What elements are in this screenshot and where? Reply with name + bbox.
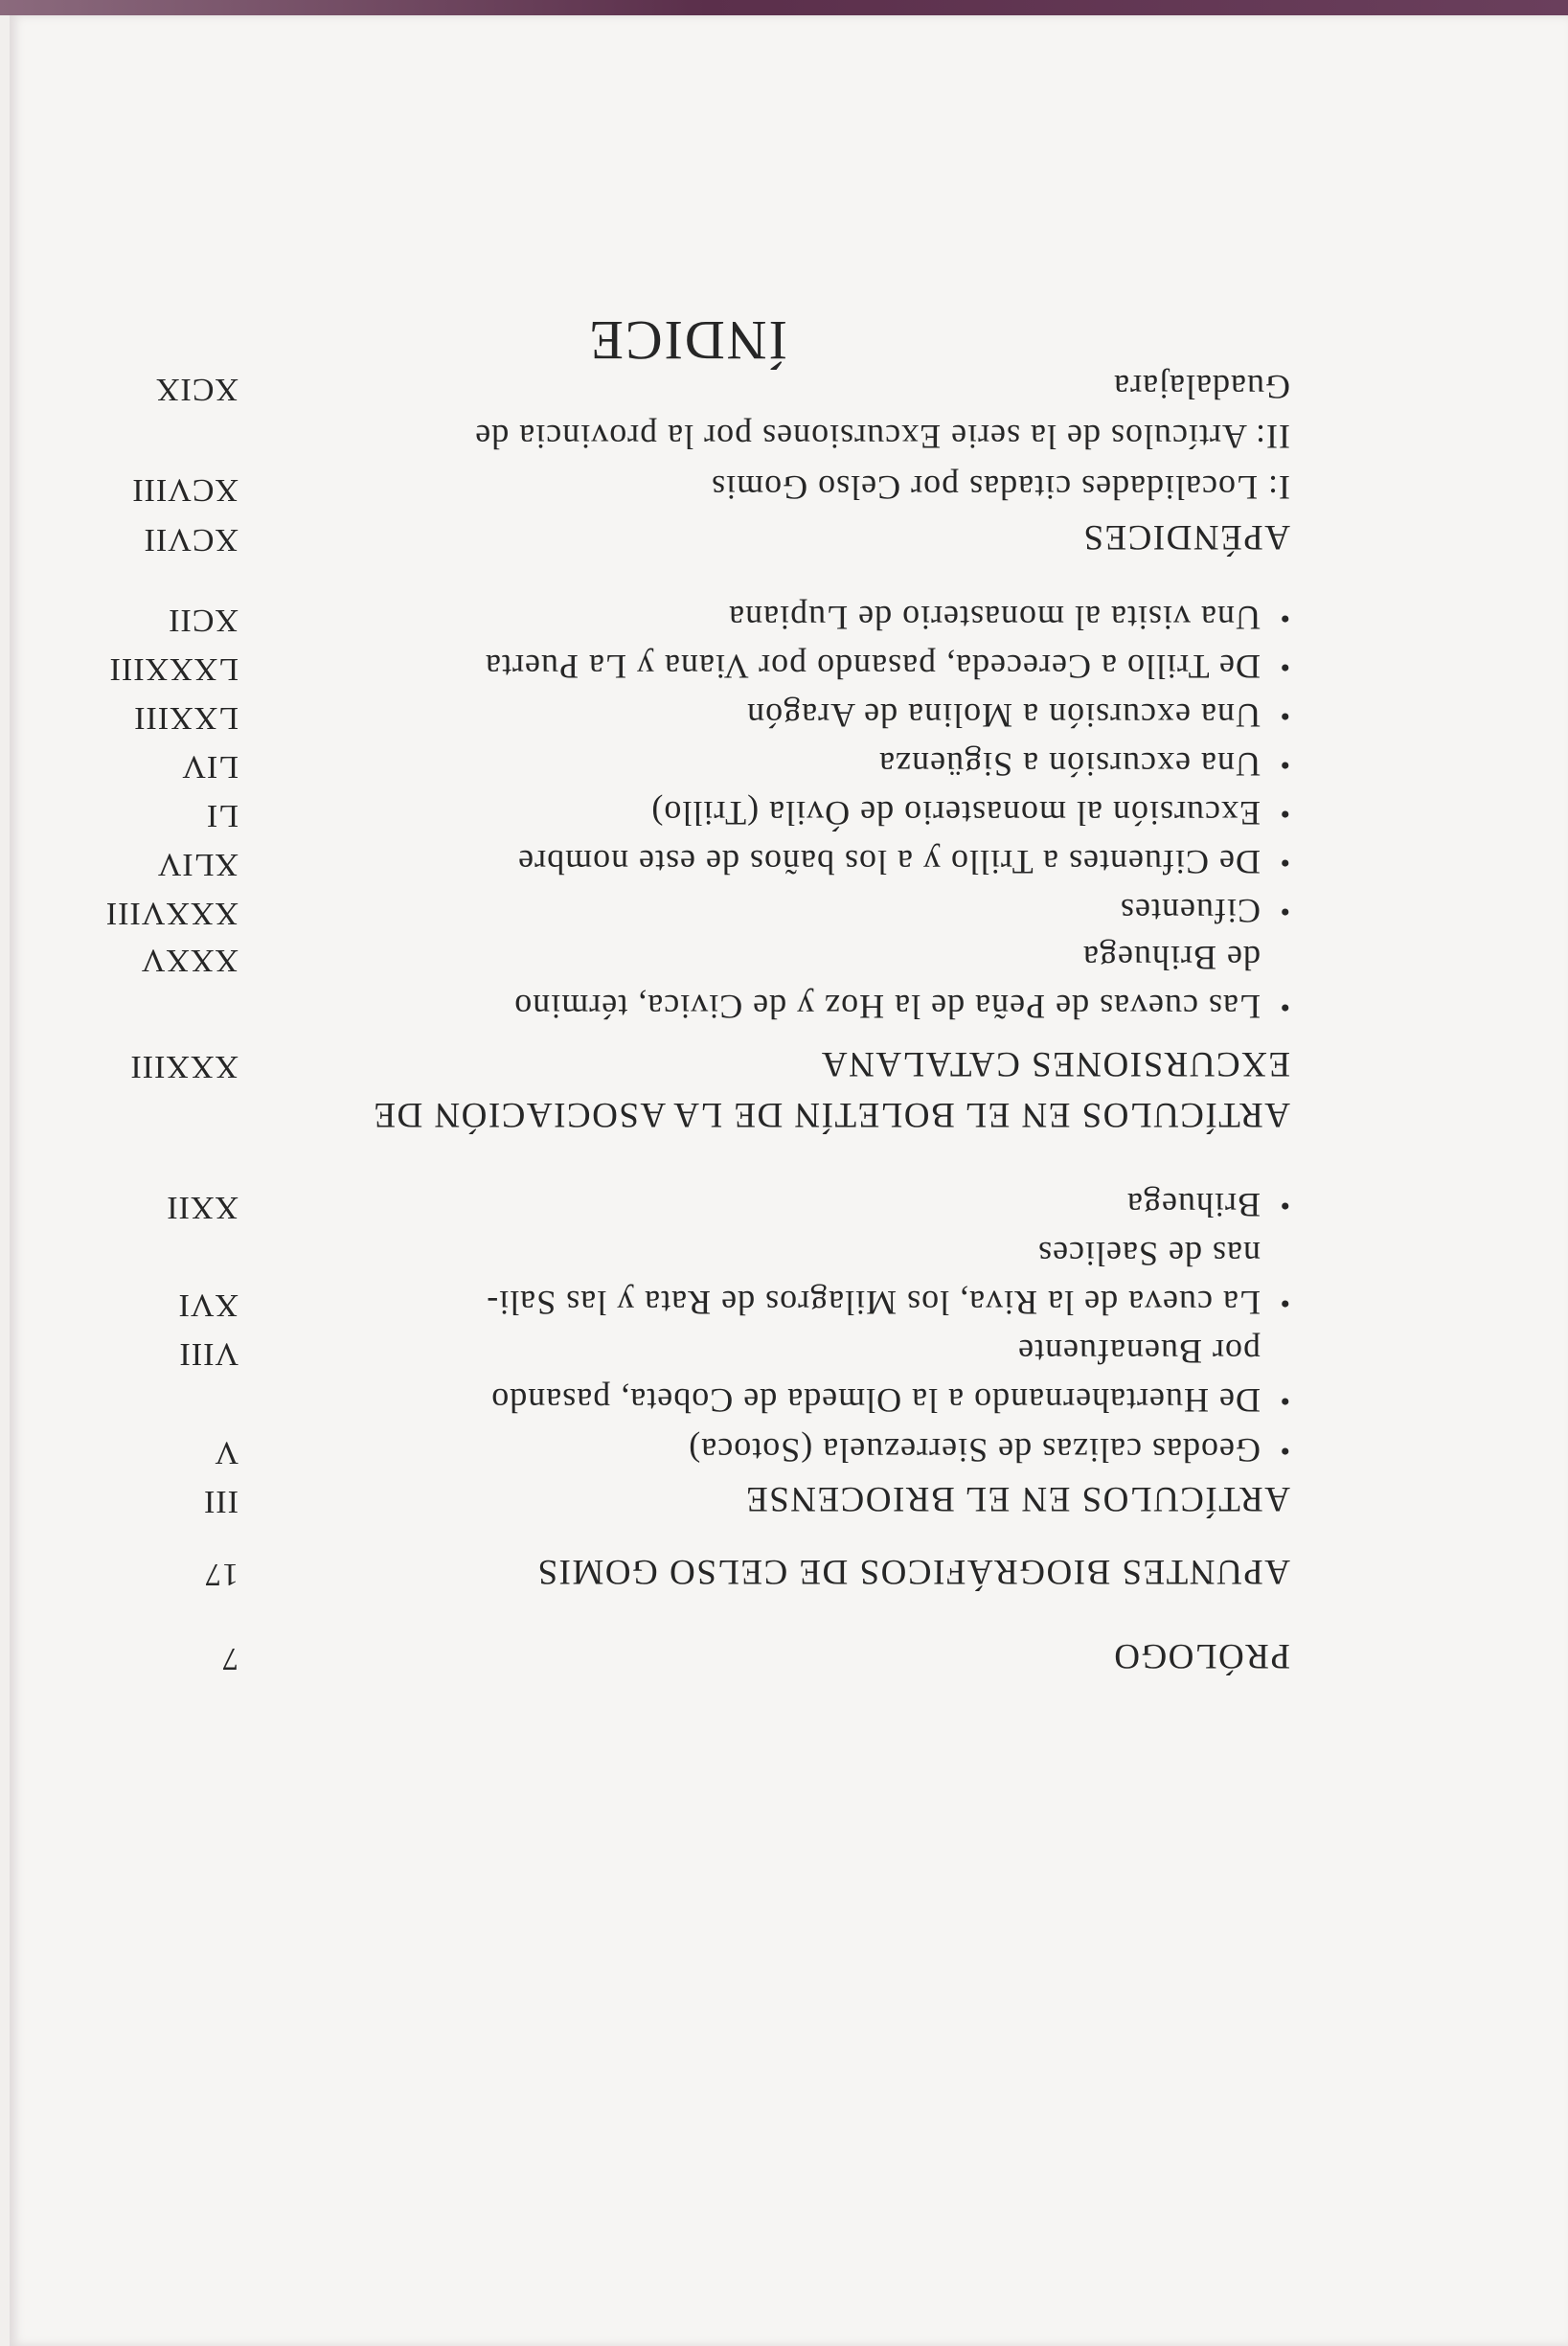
bullet-icon: • <box>1280 651 1290 683</box>
entry-trillo-cereceda-page: LXXXIII <box>108 651 239 687</box>
entry-ovila-page: LI <box>205 798 239 833</box>
apuntes-page: 17 <box>204 1557 239 1592</box>
entry-cifuentes-page: XXXVIII <box>104 896 239 931</box>
prologo-title: PRÓLOGO <box>1112 1636 1290 1675</box>
apendices-heading-page: XCVII <box>143 522 239 558</box>
entry-siguenza-page: LIV <box>181 749 239 785</box>
bullet-icon: • <box>1280 847 1290 878</box>
appendix-2-line1: II: Artículos de la serie Excursiones por la provincia de <box>474 418 1290 456</box>
entry-lupiana: Una visita al monasterio de Lupiana <box>728 599 1261 637</box>
entry-cifuentes: Cifuentes <box>1120 892 1261 930</box>
bullet-icon: • <box>1280 798 1290 830</box>
entry-cueva-riva-line2: nas de Saelices <box>1037 1235 1261 1273</box>
bullet-icon: • <box>1280 1435 1290 1467</box>
appendix-2-page: XCIX <box>154 372 239 407</box>
entry-huertahernando-line2: por Buenafuente <box>1017 1332 1261 1371</box>
page-title: ÍNDICE <box>587 309 787 372</box>
entry-trillo-cereceda: De Trillo a Cereceda, pasando por Viana y La Puerta <box>485 648 1261 686</box>
appendix-1-page: XCVIII <box>131 472 239 508</box>
bullet-icon: • <box>1280 991 1290 1023</box>
entry-lupiana-page: XCII <box>168 603 239 638</box>
bullet-icon: • <box>1280 896 1290 927</box>
entry-cueva-riva-page: XVI <box>177 1287 239 1323</box>
bullet-icon: • <box>1280 700 1290 732</box>
entry-cuevas-pena-line1: Las cuevas de Peña de la Hoz y de Civica, término <box>513 988 1261 1026</box>
apendices-heading: APÉNDICES <box>1081 517 1290 557</box>
appendix-1: I: Localidades citadas por Celso Gomis <box>711 468 1290 507</box>
entry-molina-page: LXXIII <box>133 700 239 736</box>
briocense-heading: ARTÍCULOS EN EL BRIOCENSE <box>744 1479 1290 1518</box>
entry-cifuentes-trillo: De Cifuentes a Trillo y a los baños de este nombre <box>517 843 1261 881</box>
entry-siguenza: Una excursión a Sigüenza <box>878 745 1261 784</box>
bullet-icon: • <box>1280 1385 1290 1417</box>
entry-huertahernando-line1: De Huertahernando a la Olmeda de Cobeta, pasando <box>490 1381 1261 1420</box>
briocense-heading-page: III <box>203 1484 239 1519</box>
bullet-icon: • <box>1280 603 1290 634</box>
boletin-heading-line1: ARTÍCULOS EN EL BOLETÍN DE LA ASOCIACIÓN DE <box>372 1095 1290 1134</box>
entry-ovila: Excursión al monasterio de Óvila (Trillo) <box>650 794 1261 832</box>
entry-cifuentes-trillo-page: XLIV <box>156 847 239 882</box>
entry-cueva-riva-line1: La cueva de la Riva, los Milagros de Rata y las Sali- <box>486 1284 1261 1322</box>
boletin-heading-page: XXXIII <box>129 1049 239 1084</box>
entry-geodas: Geodas calizas de Sierrezuela (Sotoca) <box>688 1431 1261 1469</box>
entry-brihuega: Brihuega <box>1126 1186 1261 1224</box>
appendix-2-line2: Guadalajara <box>1113 368 1290 406</box>
entry-molina: Una excursión a Molina de Aragón <box>746 696 1261 735</box>
bullet-icon: • <box>1280 1190 1290 1221</box>
entry-brihuega-page: XXII <box>166 1190 239 1225</box>
bullet-icon: • <box>1280 749 1290 781</box>
entry-huertahernando-page: VIII <box>178 1336 239 1372</box>
apuntes-title: APUNTES BIOGRÁFICOS DE CELSO GOMIS <box>536 1552 1290 1591</box>
entry-cuevas-pena-line2: de Brihuega <box>1082 939 1261 977</box>
boletin-heading-line2: EXCURSIONES CATALANA <box>820 1044 1290 1083</box>
prologo-page: 7 <box>221 1641 239 1676</box>
entry-cuevas-pena-page: XXXV <box>140 943 239 978</box>
entry-geodas-page: V <box>214 1435 239 1470</box>
bullet-icon: • <box>1280 1287 1290 1319</box>
